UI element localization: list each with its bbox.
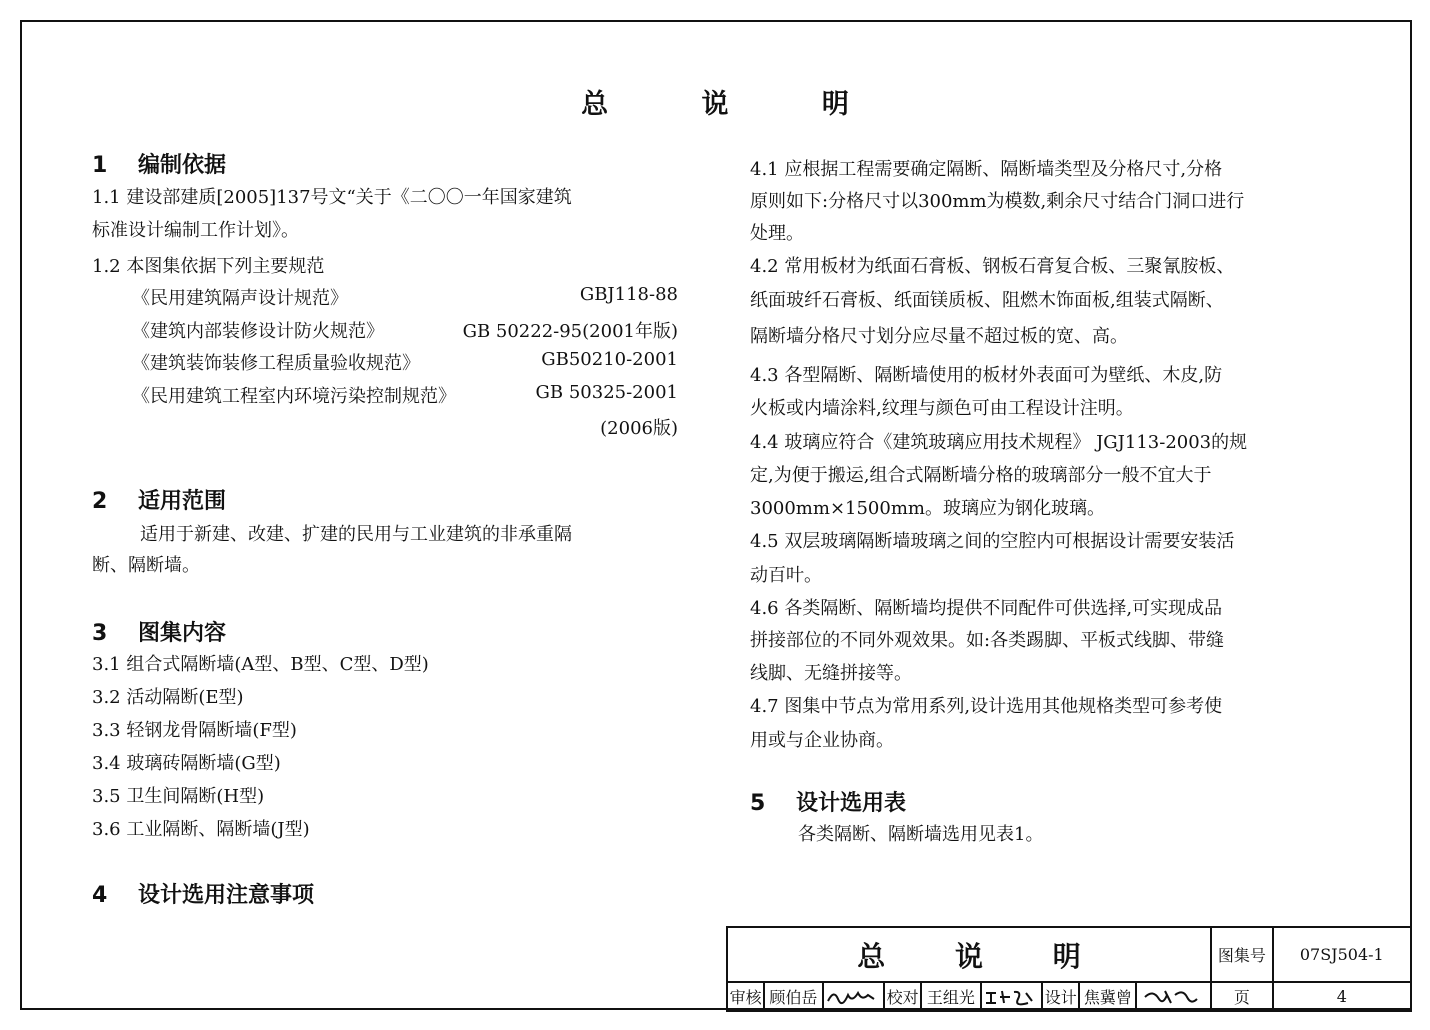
contents-item: 3.2 活动隔断(E型) [92,687,244,708]
designer-name: 焦冀曾 [1079,982,1136,1011]
section-title: 适用范围 [138,489,227,514]
contents-item: 3.4 玻璃砖隔断墙(G型) [92,753,281,774]
review-label: 审核 [727,982,764,1011]
titleblock-title: 总 说 明 [727,927,1211,982]
right-text-line: 处理。 [750,223,804,244]
section-5-heading [750,786,906,817]
section-number: 5 [750,791,766,816]
right-text-line: 4.2 常用板材为纸面石膏板、钢板石膏复合板、三聚氰胺板、 [750,256,1235,277]
section-3-heading [92,616,226,647]
page-label: 页 [1211,982,1272,1011]
contents-item: 3.5 卫生间隔断(H型) [92,786,265,807]
section-title: 设计选用表 [796,791,907,816]
reviewer-name: 顾伯岳 [764,982,822,1011]
section-1-heading [92,148,226,179]
right-text-line: 火板或内墙涂料,纹理与颜色可由工程设计注明。 [750,398,1134,419]
right-text-line: 4.3 各型隔断、隔断墙使用的板材外表面可为壁纸、木皮,防 [750,365,1223,386]
standard-code: GB 50325-2001 [535,382,678,403]
page-title: 总 说 明 [581,89,891,120]
section-2-heading [92,484,226,515]
right-text-line: 纸面玻纤石膏板、纸面镁质板、阻燃木饰面板,组装式隔断、 [750,290,1224,311]
paragraph-1-2: 1.2 本图集依据下列主要规范 [92,256,325,277]
section-title: 设计选用注意事项 [138,883,315,908]
right-text-line: 4.5 双层玻璃隔断墙玻璃之间的空腔内可根据设计需要安装活 [750,531,1235,552]
standard-name: 《建筑内部装修设计防火规范》 [132,321,384,342]
atlas-number: 07SJ504-1 [1273,927,1411,982]
section-number: 2 [92,489,108,514]
right-text-line: 4.6 各类隔断、隔断墙均提供不同配件可供选择,可实现成品 [750,598,1223,619]
section-title: 编制依据 [138,153,227,178]
right-text-line: 4.1 应根据工程需要确定隔断、隔断墙类型及分格尺寸,分格 [750,159,1223,180]
signature-mark [1137,987,1203,1007]
standard-edition-note: (2006版) [600,418,678,439]
right-text-line: 原则如下:分格尺寸以300mm为模数,剩余尺寸结合门洞口进行 [750,191,1245,212]
right-text-line: 4.4 玻璃应符合《建筑玻璃应用技术规程》 JGJ113-2003的规 [750,432,1248,453]
standard-name: 《建筑装饰装修工程质量验收规范》 [132,353,420,374]
design-label: 设计 [1042,982,1079,1011]
paragraph-1-1-line1: 1.1 建设部建质[2005]137号文“关于《二〇〇一年国家建筑 [92,187,572,208]
right-text-line: 定,为便于搬运,组合式隔断墙分格的玻璃部分一般不宜大于 [750,465,1212,486]
standard-code: GBJ118-88 [579,284,678,305]
section-number: 4 [92,883,108,908]
check-label: 校对 [884,982,921,1011]
paragraph-2-line2: 断、隔断墙。 [92,555,200,576]
signature-mark [824,987,878,1007]
standard-name: 《民用建筑隔声设计规范》 [132,288,348,309]
right-text-line: 线脚、无缝拼接等。 [750,663,912,684]
checker-signature [981,982,1042,1011]
right-text-line: 拼接部位的不同外观效果。如:各类踢脚、平板式线脚、带缝 [750,630,1225,651]
right-text-line: 3000mm×1500mm。玻璃应为钢化玻璃。 [750,498,1105,519]
checker-name: 王组光 [921,982,980,1011]
standard-name: 《民用建筑工程室内环境污染控制规范》 [132,386,456,407]
paragraph-1-1-line2: 标准设计编制工作计划》。 [92,220,299,241]
right-text-line: 动百叶。 [750,565,822,586]
standard-code: GB50210-2001 [541,349,678,370]
atlas-number-label: 图集号 [1211,927,1272,982]
section-title: 图集内容 [138,621,227,646]
contents-item: 3.1 组合式隔断墙(A型、B型、C型、D型) [92,654,429,675]
section-number: 3 [92,621,108,646]
title-block [726,926,1412,1012]
section-number: 1 [92,153,108,178]
paragraph-2-line1: 适用于新建、改建、扩建的民用与工业建筑的非承重隔 [140,524,572,545]
right-text-line: 用或与企业协商。 [750,730,894,751]
section-4-heading [92,878,314,909]
reviewer-signature [823,982,884,1011]
contents-item: 3.3 轻钢龙骨隔断墙(F型) [92,720,297,741]
right-text-line: 4.7 图集中节点为常用系列,设计选用其他规格类型可参考使 [750,696,1223,717]
standard-code: GB 50222-95(2001年版) [462,321,678,342]
right-text-line: 隔断墙分格尺寸划分应尽量不超过板的宽、高。 [750,326,1128,347]
paragraph-5: 各类隔断、隔断墙选用见表1。 [798,824,1044,845]
designer-signature [1136,982,1211,1011]
contents-item: 3.6 工业隔断、隔断墙(J型) [92,819,310,840]
signature-mark [982,987,1036,1007]
page-number: 4 [1273,982,1411,1011]
